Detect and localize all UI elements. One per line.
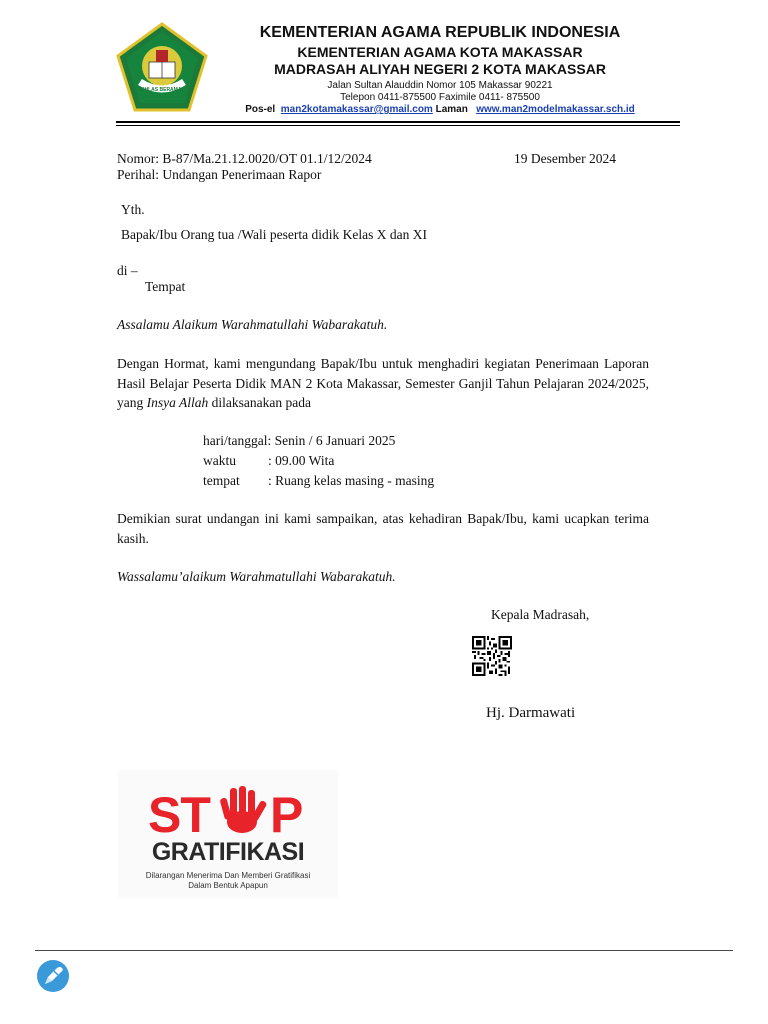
- office-title: KEMENTERIAN AGAMA KOTA MAKASSAR: [297, 44, 583, 60]
- closing-paragraph: Demikian surat undangan ini kami sampaikan, atas kehadiran Bapak/Ibu, kami ucapkan terima kasih.: [117, 511, 649, 546]
- qr-code: [472, 636, 512, 676]
- email-link[interactable]: man2kotamakassar@gmail.com: [280, 104, 433, 115]
- schedule-day: hari/tanggal: Senin / 6 Januari 2025: [203, 433, 396, 448]
- stop-word-left: ST: [148, 787, 210, 843]
- school-title: MADRASAH ALIYAH NEGERI 2 KOTA MAKASSAR: [274, 61, 606, 77]
- email-label: Pos-el: [245, 104, 276, 115]
- farewell: Wassalamu’alaikum Warahmatullahi Wabarakatuh.: [117, 569, 396, 584]
- website-link[interactable]: www.man2modelmakassar.sch.id: [476, 104, 635, 115]
- letter-subject: Perihal: Undangan Penerimaan Rapor: [117, 167, 322, 182]
- at-label: di –: [117, 263, 138, 278]
- web-label: Laman: [435, 104, 468, 115]
- schedule-place-label: tempat: [203, 473, 240, 488]
- body-text-2: dilaksanakan pada: [208, 395, 311, 410]
- body-paragraph: [117, 354, 649, 413]
- place-label: Tempat: [145, 279, 186, 294]
- schedule-time-label: waktu: [203, 453, 236, 468]
- letter-date: 19 Desember 2024: [514, 151, 616, 166]
- footer-divider: [35, 950, 733, 951]
- gratifikasi-word: GRATIFIKASI: [151, 838, 305, 866]
- contact-line: [215, 104, 665, 115]
- ministry-title: KEMENTERIAN AGAMA REPUBLIK INDONESIA: [259, 24, 621, 41]
- body-text-italic: Insya Allah: [146, 395, 209, 410]
- ministry-logo: [116, 22, 208, 114]
- schedule-place-value: : Ruang kelas masing - masing: [268, 473, 435, 488]
- phone-line: Telepon 0411-875500 Faximile 0411- 875500: [340, 92, 540, 103]
- logo-caption: IKHLAS BERAMAL: [139, 87, 185, 93]
- letterhead-rule-thick: [116, 121, 680, 123]
- letter-number: Nomor: B-87/Ma.21.12.0020/OT 01.1/12/2024: [117, 151, 372, 166]
- schedule-time-value: : 09.00 Wita: [268, 453, 335, 468]
- letterhead-rule-thin: [116, 125, 680, 126]
- greeting: Assalamu Alaikum Warahmatullahi Wabarakatuh.: [117, 317, 388, 332]
- body-text-1: Dengan Hormat, kami mengundang Bapak/Ibu untuk menghadiri kegiatan Penerimaan Laporan Hasil Belajar Peserta Didik MAN 2 Kota Makassar, Semester Ganjil Tahun Pelajaran 2024/2025, yang: [117, 356, 649, 410]
- banner-line-2: Dalam Bentuk Apapun: [188, 881, 268, 890]
- salutation: Yth.: [121, 202, 145, 217]
- signer-title: Kepala Madrasah,: [491, 607, 590, 622]
- banner-line-1: Dilarangan Menerima Dan Memberi Gratifikasi: [145, 871, 311, 880]
- stop-gratifikasi-banner: [118, 770, 338, 898]
- signer-name: Hj. Darmawati: [486, 705, 576, 721]
- recipient: Bapak/Ibu Orang tua /Wali peserta didik Kelas X dan XI: [121, 227, 427, 242]
- pen-icon[interactable]: [36, 959, 70, 993]
- stop-word-right: P: [270, 787, 304, 843]
- address-line: Jalan Sultan Alauddin Nomor 105 Makassar 90221: [327, 80, 553, 91]
